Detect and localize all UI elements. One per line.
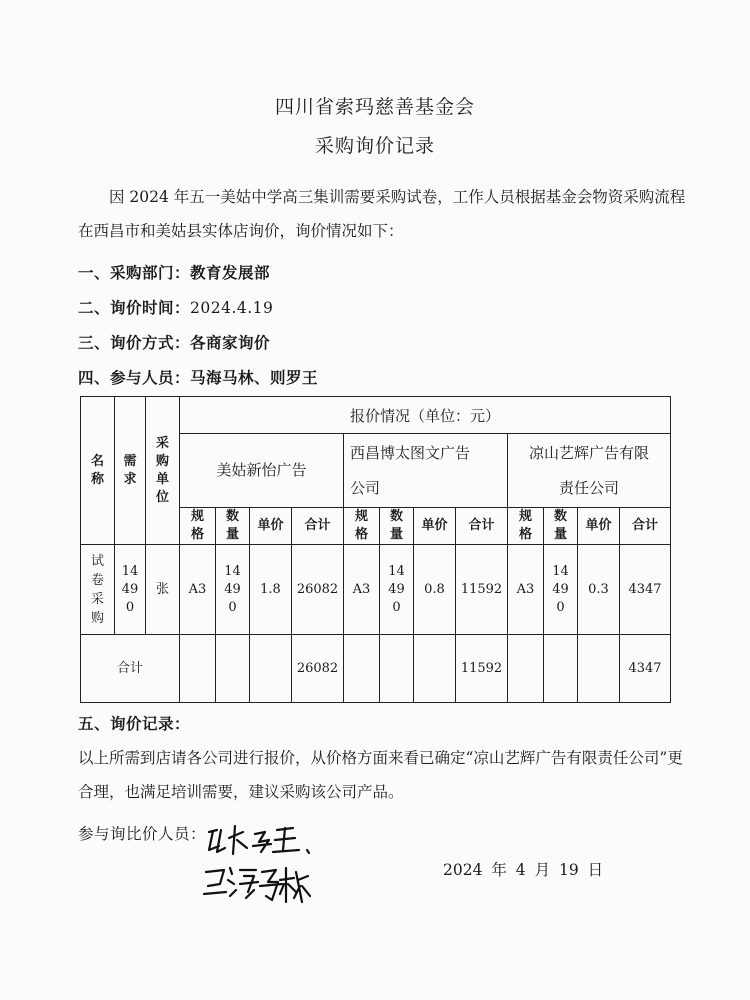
signature-2 — [202, 862, 312, 908]
people-value: 马海马林、则罗王 — [190, 368, 319, 387]
sum-label-cell: 合计 — [81, 635, 180, 703]
price-cell-3: 0.3 — [578, 545, 620, 635]
total-cell-1: 26082 — [292, 545, 344, 635]
table-row — [81, 635, 671, 703]
participants-label: 参与询比价人员： — [78, 825, 207, 843]
sum-cell-3: 4347 — [620, 635, 671, 703]
item-name-cell: 试 卷 采 购 — [81, 545, 115, 635]
time-line — [78, 296, 273, 318]
document-date: 2024 年 4 月 19 日 — [443, 861, 604, 879]
method-line — [78, 331, 270, 353]
qty-header-1: 数 量 — [216, 508, 250, 545]
sum-cell-1: 26082 — [292, 635, 344, 703]
price-header-2: 单价 — [414, 508, 456, 545]
qty-cell-1: 14 49 0 — [216, 545, 250, 635]
item-unit-cell: 张 — [146, 545, 180, 635]
qty-cell-3: 14 49 0 — [544, 545, 578, 635]
qty-cell-2: 14 49 0 — [380, 545, 414, 635]
people-label: 四、参与人员： — [78, 368, 191, 387]
method-label: 三、询价方式： — [78, 333, 191, 352]
spec-cell-2: A3 — [344, 545, 380, 635]
dept-label: 一、采购部门： — [78, 263, 191, 282]
spec-cell-1: A3 — [180, 545, 216, 635]
col-name-header: 名 称 — [81, 397, 115, 545]
dept-value: 教育发展部 — [190, 263, 271, 282]
spec-header-2: 规 格 — [344, 508, 380, 545]
quote-header: 报价情况（单位：元） — [180, 397, 671, 434]
record-line — [78, 712, 190, 734]
col-demand-header: 需 求 — [115, 397, 146, 545]
spec-header-1: 规 格 — [180, 508, 216, 545]
method-value: 各商家询价 — [190, 333, 271, 352]
spec-header-3: 规 格 — [508, 508, 544, 545]
item-demand-cell: 14 49 0 — [115, 545, 146, 635]
people-line — [78, 366, 318, 388]
total-header-1: 合计 — [292, 508, 344, 545]
col-unit-header: 采 购 单 位 — [146, 397, 180, 545]
price-header-1: 单价 — [250, 508, 292, 545]
record-label: 五、询价记录： — [78, 714, 191, 733]
company-1-header: 美姑新怡广告 — [180, 434, 344, 508]
time-label: 二、询价时间： — [78, 298, 191, 317]
table-row — [81, 545, 671, 635]
intro-paragraph: 因 2024 年五一美姑中学高三集训需要采购试卷，工作人员根据基金会物资采购流程在西昌市和美姑县实体店询价，询价情况如下： — [78, 188, 686, 240]
document-title: 采购询价记录 — [314, 135, 435, 157]
spec-cell-3: A3 — [508, 545, 544, 635]
qty-header-2: 数 量 — [380, 508, 414, 545]
sum-cell-2: 11592 — [456, 635, 508, 703]
total-cell-2: 11592 — [456, 545, 508, 635]
price-cell-1: 1.8 — [250, 545, 292, 635]
dept-line — [78, 261, 270, 283]
price-cell-2: 0.8 — [414, 545, 456, 635]
org-title: 四川省索玛慈善基金会 — [274, 96, 475, 118]
signature-1 — [203, 820, 323, 860]
total-cell-3: 4347 — [620, 545, 671, 635]
record-paragraph: 以上所需到店请各公司进行报价，从价格方面来看已确定“凉山艺辉广告有限责任公司”更合理，也满足培训需要，建议采购该公司产品。 — [78, 749, 683, 801]
total-header-3: 合计 — [620, 508, 671, 545]
quote-table — [80, 396, 671, 703]
company-3-header: 凉山艺辉广告有限 责任公司 — [508, 434, 671, 508]
time-value: 2024.4.19 — [190, 299, 274, 317]
total-header-2: 合计 — [456, 508, 508, 545]
price-header-3: 单价 — [578, 508, 620, 545]
company-2-header: 西昌博太图文广告 公司 — [344, 434, 508, 508]
qty-header-3: 数 量 — [544, 508, 578, 545]
